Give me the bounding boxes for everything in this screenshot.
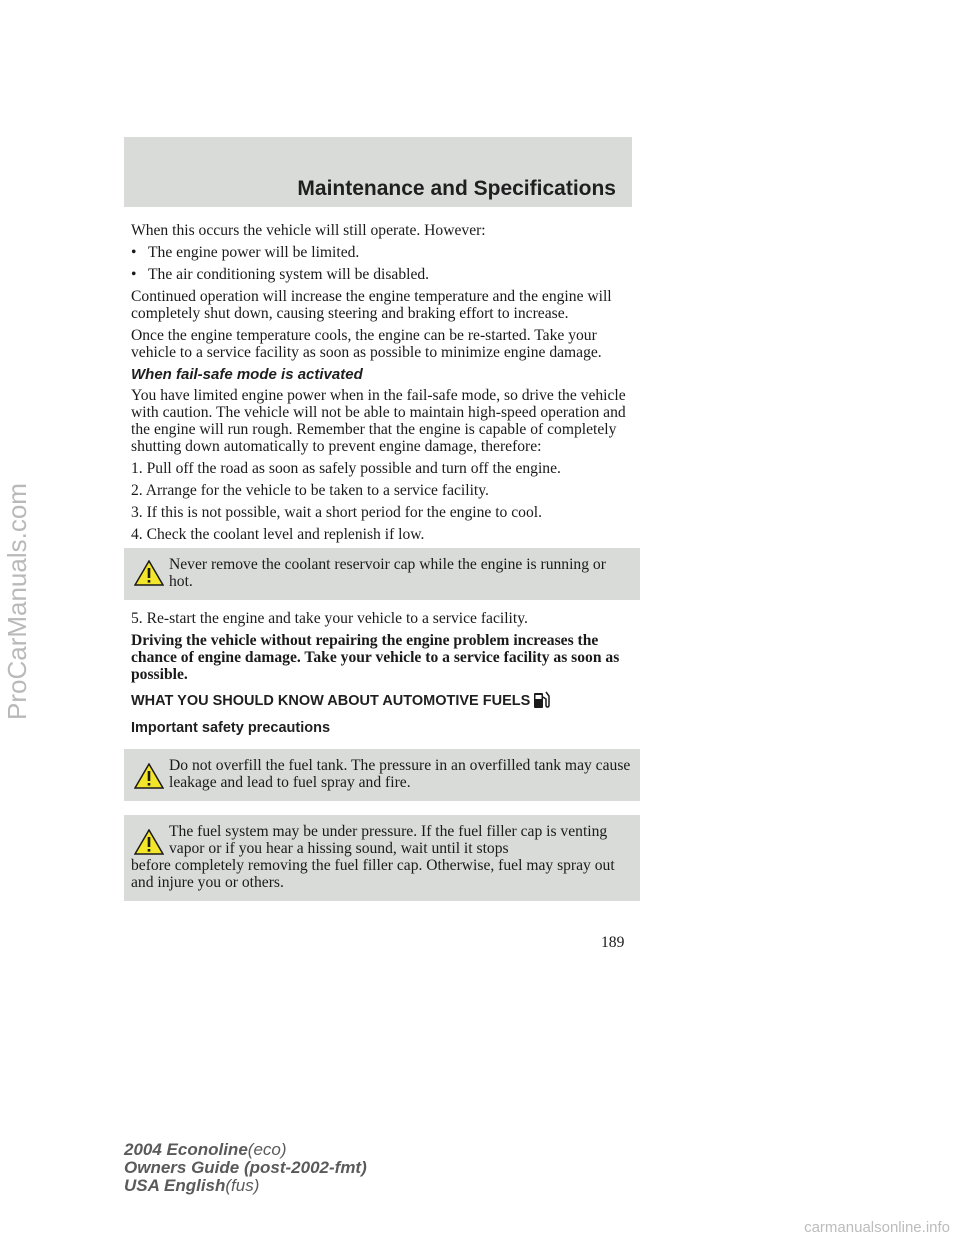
warning-text: Do not overfill the fuel tank. The pressure in an overfilled tank may cause leakage and lead to fuel spray and fire. [169,757,631,791]
warning-triangle-icon [134,829,164,855]
bottom-watermark: carmanualsonline.info [804,1219,950,1236]
paragraph-fail-safe: You have limited engine power when in the fail-safe mode, so drive the vehicle with caution. The vehicle will not be able to maintain high-speed operation and the engine will run rough. Remember that the engine is capable of completely shutting down automatically to prevent engine damage, therefore: [131,387,626,455]
warning-box-coolant [124,548,640,600]
step-item: 2. Arrange for the vehicle to be taken to a service facility. [131,482,489,499]
bold-warning-paragraph: Driving the vehicle without repairing the engine problem increases the chance of engine damage. Take your vehicle to a service facility as soon as possible. [131,632,620,683]
footer-language-code: (fus) [225,1176,260,1195]
bullet-text: The engine power will be limited. [148,244,360,261]
fuels-heading-text: WHAT YOU SHOULD KNOW ABOUT AUTOMOTIVE FUELS [131,693,531,709]
step-item: 3. If this is not possible, wait a short period for the engine to cool. [131,504,542,521]
side-watermark: ProCarManuals.com [2,483,32,720]
bullet-item [131,266,633,283]
warning-triangle-icon [134,560,164,586]
footer-line-model [124,1141,367,1159]
warning-text: Never remove the coolant reservoir cap while the engine is running or hot. [169,556,606,590]
warning-text-first: The fuel system may be under pressure. If the fuel filler cap is venting vapor or if you hear a hissing sound, wait until it stops [169,823,608,857]
warning-box-overfill [124,749,640,801]
fail-safe-subheading: When fail-safe mode is activated [131,366,363,383]
step-item: 5. Re-start the engine and take your vehicle to a service facility. [131,610,528,627]
warning-triangle-icon [134,763,164,789]
bullet-symbol: • [131,266,137,283]
footer-model-code: (eco) [247,1140,287,1159]
section-title: Maintenance and Specifications [297,177,616,200]
paragraph-continued-operation: Continued operation will increase the engine temperature and the engine will completely shut down, causing steering and braking effort to increase. [131,288,612,322]
step-item: 1. Pull off the road as soon as safely possible and turn off the engine. [131,460,561,477]
section-header-band [124,137,632,207]
document-footer [124,1141,367,1195]
bullet-text: The air conditioning system will be disabled. [148,266,430,283]
step-item: 4. Check the coolant level and replenish if low. [131,526,425,543]
footer-guide: Owners Guide (post-2002-fmt) [124,1158,367,1177]
footer-language: USA English [124,1176,226,1195]
fuels-section-heading [131,688,633,710]
fuel-pump-icon [532,688,550,710]
safety-precautions-heading: Important safety precautions [131,720,331,736]
bullet-item [131,244,633,261]
bullet-symbol: • [131,244,137,261]
warning-text-rest: before completely removing the fuel filler cap. Otherwise, fuel may spray out and injure you or others. [131,857,615,891]
warning-box-pressure [124,815,640,901]
footer-line-language [124,1177,367,1195]
page-number: 189 [601,934,625,951]
intro-paragraph: When this occurs the vehicle will still operate. However: [131,222,486,239]
page-content [131,222,633,911]
paragraph-restart: Once the engine temperature cools, the engine can be re-started. Take your vehicle to a service facility as soon as possible to minimize engine damage. [131,327,602,361]
footer-model: 2004 Econoline [124,1140,248,1159]
